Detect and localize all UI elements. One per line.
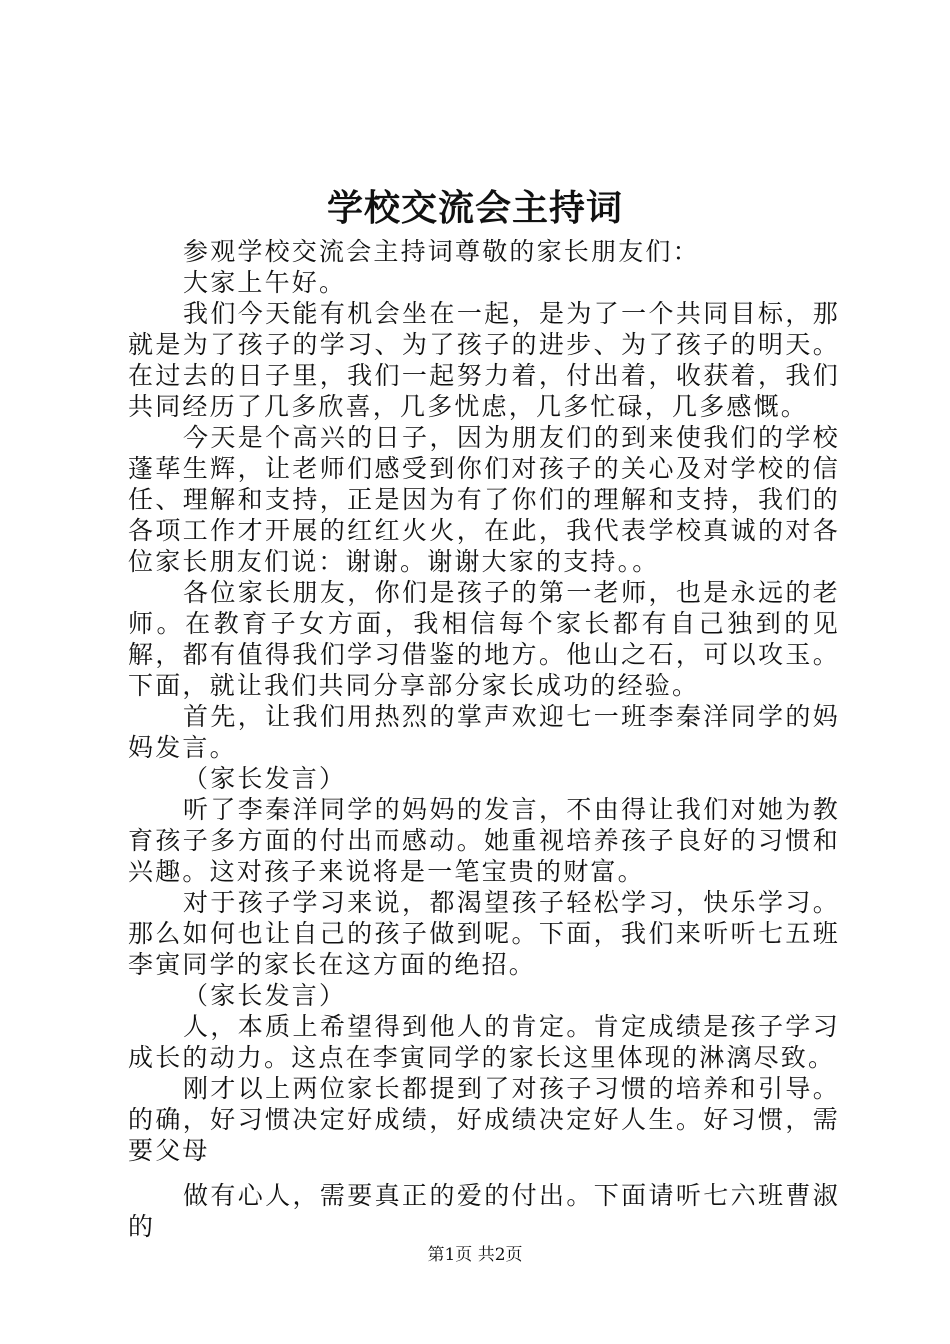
paragraph-habits: 刚才以上两位家长都提到了对孩子习惯的培养和引导。的确，好习惯决定好成绩，好成绩决定好人生。好习惯，需要父母: [128, 1074, 840, 1165]
document-title: 学校交流会主持词: [326, 187, 623, 229]
paragraph-common-goal: 我们今天能有机会坐在一起，是为了一个共同目标，那就是为了孩子的学习、为了孩子的进步、为了孩子的明天。在过去的日子里，我们一起努力着，付出着，收获着，我们共同经历了几多欣喜，几多忧虑，几多忙碌，几多感慨。: [128, 299, 840, 421]
document-body: [128, 236, 840, 1242]
paragraph-parent-speech-2: （家长发言）: [183, 981, 347, 1010]
paragraph-response-1: 听了李秦洋同学的妈妈的发言，不由得让我们对她为教育孩子多方面的付出而感动。她重视培养孩子良好的习惯和兴趣。这对孩子来说将是一笔宝贵的财富。: [128, 795, 840, 886]
paragraph-response-2: 人，本质上希望得到他人的肯定。肯定成绩是孩子学习成长的动力。这点在李寅同学的家长这里体现的淋漓尽致。: [128, 1012, 840, 1072]
paragraph-salutation: 大家上午好。: [183, 268, 347, 297]
page-footer: 第1页 共2页: [427, 1245, 523, 1265]
paragraph-second-intro: 对于孩子学习来说，都渴望孩子轻松学习，快乐学习。那么如何也让自己的孩子做到呢。下面，我们来听听七五班李寅同学的家长在这方面的绝招。: [128, 888, 840, 979]
paragraph-thanks: 今天是个高兴的日子，因为朋友们的到来使我们的学校蓬荜生辉，让老师们感受到你们对孩子的关心及对学校的信任、理解和支持，正是因为有了你们的理解和支持，我们的各项工作才开展的红红火火，在此，我代表学校真诚的对各位家长朋友们说：谢谢。谢谢大家的支持。。: [128, 423, 840, 576]
paragraph-parent-speech-1: （家长发言）: [183, 764, 347, 793]
paragraph-first-teacher: 各位家长朋友，你们是孩子的第一老师，也是永远的老师。在教育子女方面，我相信每个家长都有自己独到的见解，都有值得我们学习借鉴的地方。他山之石，可以攻玉。下面，就让我们共同分享部分家长成功的经验。: [128, 578, 840, 700]
paragraph-third-intro: 做有心人，需要真正的爱的付出。下面请听七六班曹淑的: [128, 1181, 840, 1241]
paragraph-greeting: 参观学校交流会主持词尊敬的家长朋友们：: [183, 237, 700, 266]
paragraph-first-speaker: 首先，让我们用热烈的掌声欢迎七一班李秦洋同学的妈妈发言。: [128, 702, 840, 762]
